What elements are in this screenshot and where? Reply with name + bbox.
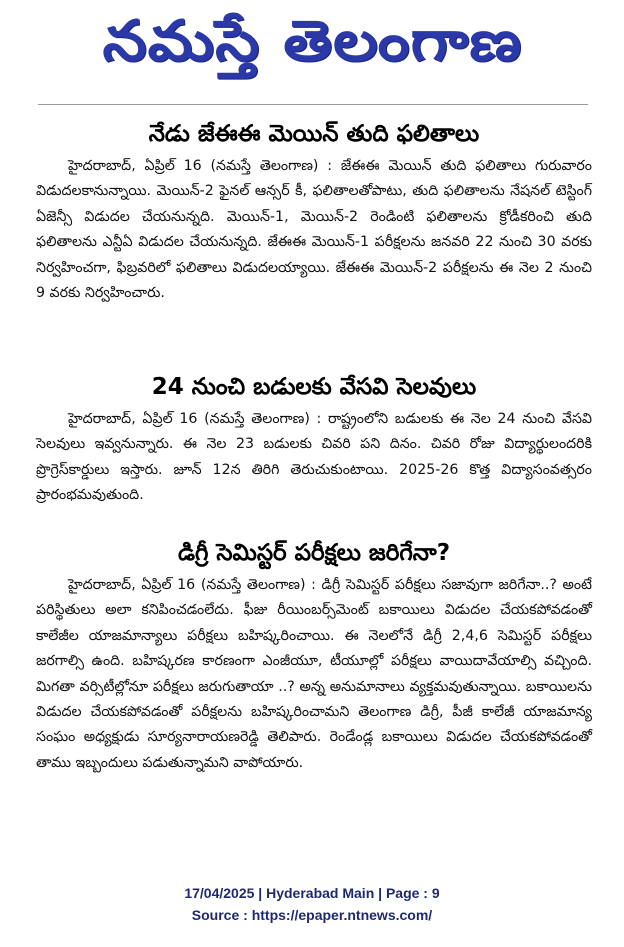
newspaper-logo: నమస్తే తెలంగాణ <box>102 8 522 74</box>
article-headline: నేడు జేఈఈ మెయిన్ తుది ఫలితాలు <box>148 121 480 147</box>
source-link[interactable]: Source : https://epaper.ntnews.com/ <box>191 907 433 923</box>
article-body: హైదరాబాద్, ఏప్రిల్ 16 (నమస్తే తెలంగాణ) : డిగ్రీ సెమిస్టర్ పరీక్షలు సజావుగా జరిగేనా..? అంటే పరిస్థితులు అలా కనిపించడంలేదు. ఫీజు రీయింబర్స్‌మెంట్ బకాయిలు విడుదల చేయకపోవడంతో కాలేజీల యాజమాన్యాలు పరీక్షలు బహిష్కరించాయి. ఈ నెలలోనే డిగ్రీ 2,4,6 సెమిస్టర్ పరీక్షలు జరగాల్సి ఉంది. బహిష్కరణ కారణంగా ఎంజీయూ, టీయూల్లో పరీక్షలు వాయిదావేయాల్సి వచ్చింది. మిగతా వర్సిటీల్లోనూ పరీక్షలు జరుగుతాయా ..? అన్న అనుమానాలు వ్యక్తమవుతున్నాయి. బకాయిలను విడుదల చేయకపోవడంతో పరీక్షలను బహిష్కరించామని తెలంగాణ డిగ్రీ, పీజీ కాలేజీ యాజమాన్య సంఘం అధ్యక్షుడు సూర్యనారాయణరెడ్డి తెలిపారు. రెండేండ్ల బకాయిలు విడుదల చేయకపోవడంతో తాము ఇబ్బందులు పడుతున్నామని వాపోయారు. <box>36 577 592 771</box>
article-body: హైదరాబాద్, ఏప్రిల్ 16 (నమస్తే తెలంగాణ) : జేఈఈ మెయిన్ తుది ఫలితాలు గురువారం విడుదలకానున్నాయి. మెయిన్-2 ఫైనల్ ఆన్సర్ కీ, ఫలితాలతోపాటు, తుది ఫలితాలను నేషనల్ టెస్టింగ్ ఏజెన్సీ విడుదల చేయనున్నది. మెయిన్-1, మెయిన్-2 రెండింటి ఫలితాలను క్రోడీకరించి తుది ఫలితాలను ఎన్టీఏ విడుదల చేయనున్నది. జేఈఈ మెయిన్-1 పరీక్షలను జనవరి 22 నుంచి 30 వరకు నిర్వహించగా, ఫిబ్రవరిలో ఫలితాలు విడుదలయ్యాయి. జేఈఈ మెయిన్-2 పరీక్షలను ఈ నెల 2 నుంచి 9 వరకు నిర్వహించారు. <box>36 158 592 302</box>
masthead <box>0 0 624 96</box>
article-jee-main-results <box>36 118 592 306</box>
article-headline: 24 నుంచి బడులకు వేసవి సెలవులు <box>151 374 477 400</box>
article-summer-holidays <box>36 371 592 509</box>
article-body: హైదరాబాద్, ఏప్రిల్ 16 (నమస్తే తెలంగాణ) : రాష్ట్రంలోని బడులకు ఈ నెల 24 నుంచి వేసవి సెలవులు ఇవ్వనున్నారు. ఈ నెల 23 బడులకు చివరి పని దినం. చివరి రోజు విద్యార్థులందరికి ప్రొగ్రెస్‌కార్డులు ఇస్తారు. జూన్ 12న తిరిగి తెరుచుకుంటాయి. 2025-26 కొత్త విద్యాసంవత్సరం ప్రారంభమవుతుంది. <box>36 411 592 504</box>
masthead-divider <box>38 104 588 105</box>
article-degree-exams <box>36 537 592 776</box>
edition-info: 17/04/2025 | Hyderabad Main | Page : 9 <box>184 885 440 901</box>
article-headline: డిగ్రీ సెమిస్టర్ పరీక్షలు జరిగేనా? <box>177 540 451 566</box>
